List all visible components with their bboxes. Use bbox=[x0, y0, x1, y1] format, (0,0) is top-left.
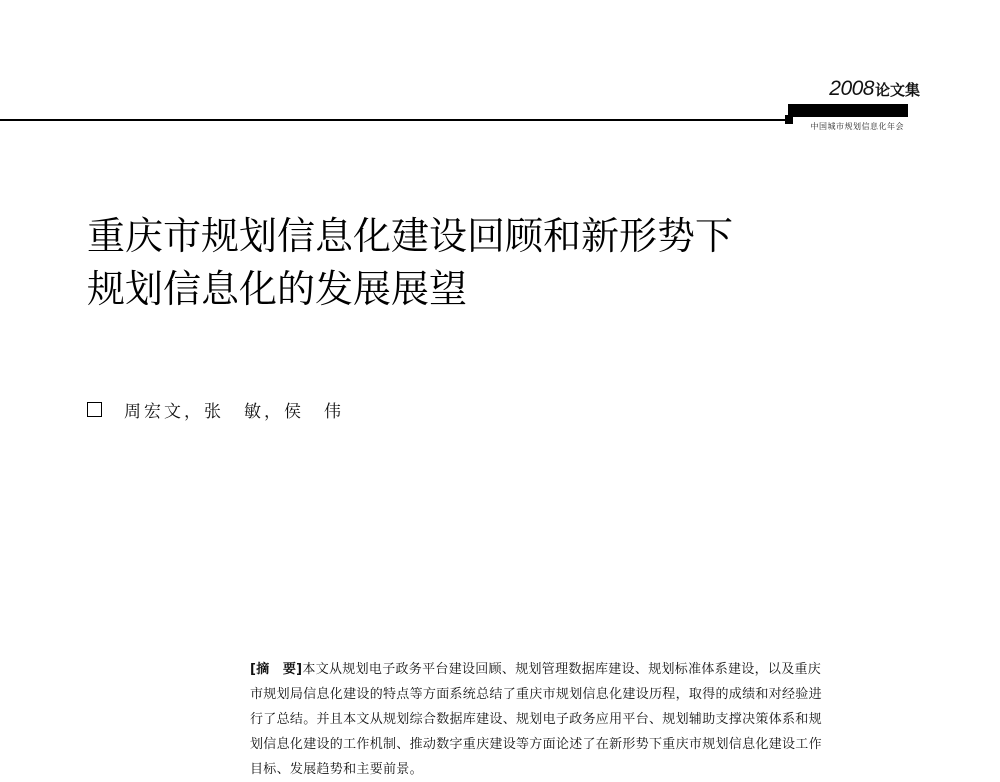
abstract-line-3: 行了总结。并且本文从规划综合数据库建设、规划电子政务应用平台、规划辅助支撑决策体系和规 bbox=[250, 712, 822, 727]
proceedings-year: 2008 bbox=[829, 77, 874, 100]
header-black-bar bbox=[788, 104, 908, 117]
abstract-text-1: 本文从规划电子政务平台建设回顾、规划管理数据库建设、规划标准体系建设，以及重庆 bbox=[302, 662, 822, 677]
proceedings-subtitle: 中国城市规划信息化年会 bbox=[810, 122, 904, 131]
author-names: 周宏文，张 敏，侯 伟 bbox=[124, 402, 344, 422]
abstract bbox=[250, 657, 925, 782]
header-rule bbox=[0, 119, 790, 121]
abstract-line-5: 目标、发展趋势和主要前景。 bbox=[250, 762, 423, 777]
abstract-line-2: 市规划局信息化建设的特点等方面系统总结了重庆市规划信息化建设历程，取得的成绩和对经验进 bbox=[250, 687, 822, 702]
paper-title-line-2: 规划信息化的发展展望 bbox=[87, 267, 468, 311]
abstract-label: [摘 要] bbox=[250, 662, 303, 677]
author-line bbox=[87, 397, 344, 422]
author-square-icon bbox=[87, 402, 102, 417]
abstract-line-4: 划信息化建设的工作机制、推动数字重庆建设等方面论述了在新形势下重庆市规划信息化建设工作 bbox=[250, 737, 822, 752]
paper-title-line-1: 重庆市规划信息化建设回顾和新形势下 bbox=[87, 214, 734, 258]
abstract-line-1 bbox=[250, 657, 925, 682]
paper-title bbox=[87, 210, 733, 316]
header-rule-tick bbox=[785, 115, 793, 124]
proceedings-word: 论文集 bbox=[874, 81, 920, 99]
proceedings-title bbox=[829, 78, 920, 99]
